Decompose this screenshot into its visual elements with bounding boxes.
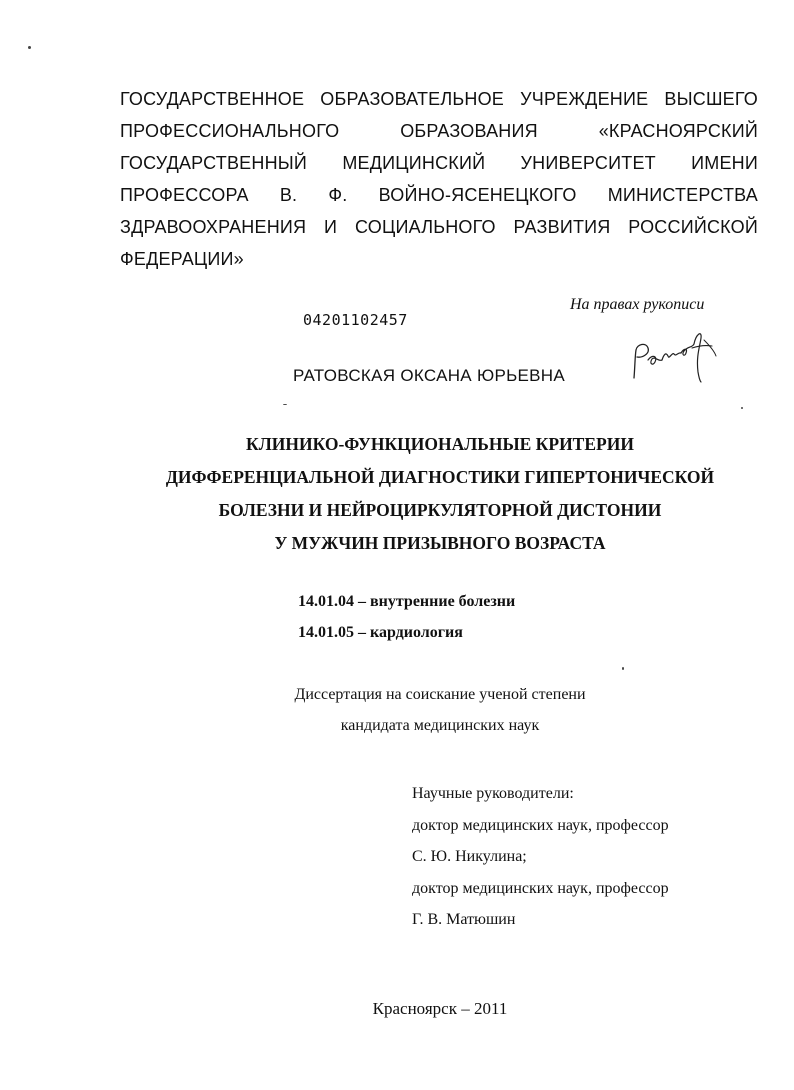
supervisor-line: доктор медицинских наук, профессор [412,879,669,897]
institution-word: ПРОФЕССИОНАЛЬНОГО [120,121,340,141]
specialty-code-1: 14.01.04 – внутренние болезни [298,593,516,610]
dissertation-degree-line-1: Диссертация на соискание ученой степени [294,686,586,703]
institution-word: СОЦИАЛЬНОГО [354,217,496,237]
institution-line-6 [120,248,758,270]
title-line: КЛИНИКО-ФУНКЦИОНАЛЬНЫЕ КРИТЕРИИ [246,434,634,454]
institution-word: МИНИСТЕРСТВА [607,185,758,205]
institution-word: ВОЙНО-ЯСЕНЕЦКОГО [378,185,577,205]
institution-word: УНИВЕРСИТЕТ [520,153,656,173]
scan-speck [622,667,624,670]
institution-word: ГОСУДАРСТВЕННОЕ [120,89,305,109]
supervisor-line: Г. В. Матюшин [412,911,516,928]
institution-line-1 [120,88,758,110]
institution-line-4 [120,184,758,206]
supervisors-block [412,778,669,936]
city-year: Красноярск – 2011 [372,999,508,1018]
dissertation-degree-line-2: кандидата медицинских наук [340,717,540,734]
document-number: 04201102457 [303,311,408,329]
scan-speck [283,404,287,405]
institution-line-3 [120,152,758,174]
institution-word: ПРОФЕССОРА [120,185,249,205]
specialty-code-2: 14.01.05 – кардиология [298,624,463,641]
institution-word: ФЕДЕРАЦИИ» [120,249,244,269]
institution-word: УЧРЕЖДЕНИЕ [520,89,649,109]
institution-word: ИМЕНИ [691,153,758,173]
institution-word: МЕДИЦИНСКИЙ [342,153,486,173]
institution-word: РАЗВИТИЯ [513,217,611,237]
institution-word: ОБРАЗОВАНИЯ [400,121,538,141]
institution-word: И [324,217,338,237]
scan-speck [28,46,31,49]
signature-icon [628,326,718,386]
institution-word: В. [279,185,298,205]
thesis-title [120,428,760,560]
institution-word: Ф. [328,185,348,205]
title-line: ДИФФЕРЕНЦИАЛЬНОЙ ДИАГНОСТИКИ ГИПЕРТОНИЧЕСКОЙ [165,467,715,487]
institution-word: ЗДРАВООХРАНЕНИЯ [120,217,307,237]
author-name: РАТОВСКАЯ ОКСАНА ЮРЬЕВНА [293,366,566,385]
supervisor-line: С. Ю. Никулина; [412,848,527,865]
title-line: У МУЖЧИН ПРИЗЫВНОГО ВОЗРАСТА [274,533,606,553]
institution-line-2 [120,120,758,142]
institution-word: РОССИЙСКОЙ [628,217,758,237]
title-line: БОЛЕЗНИ И НЕЙРОЦИРКУЛЯТОРНОЙ ДИСТОНИИ [218,500,662,520]
supervisors-heading: Научные руководители: [412,785,574,802]
institution-word: ОБРАЗОВАТЕЛЬНОЕ [320,89,505,109]
manuscript-rights-label: На правах рукописи [570,296,705,313]
institution-word: «КРАСНОЯРСКИЙ [598,121,758,141]
institution-word: ВЫСШЕГО [664,89,758,109]
institution-word: ГОСУДАРСТВЕННЫЙ [120,153,308,173]
institution-line-5 [120,216,758,238]
scan-speck [741,407,743,409]
supervisor-line: доктор медицинских наук, профессор [412,816,669,834]
